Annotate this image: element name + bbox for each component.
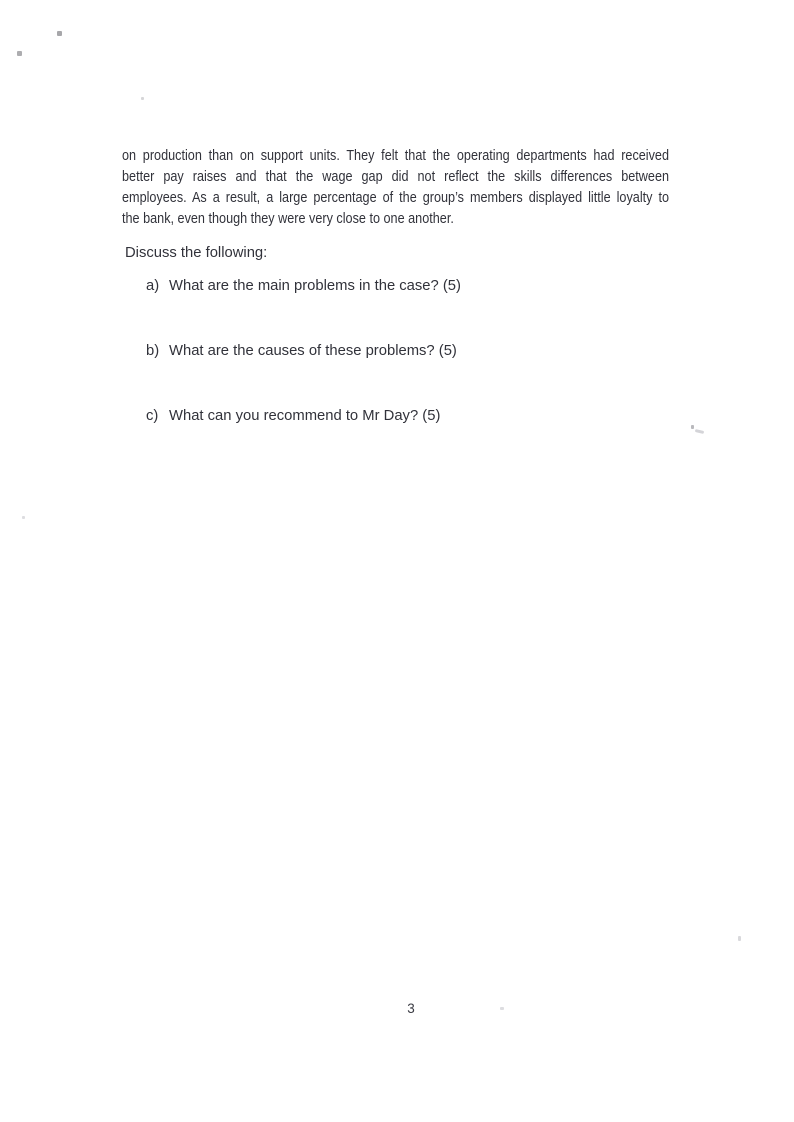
- question-text: What are the causes of these problems? (5): [169, 343, 457, 359]
- paragraph-line: on production than on support units. They felt that the operating departments had received: [122, 148, 670, 164]
- question-label: b): [146, 343, 160, 359]
- scan-speckle: [57, 31, 62, 36]
- paragraph-line: better pay raises and that the wage gap did not reflect the skills differences between: [122, 168, 670, 185]
- question-label: a): [146, 278, 160, 294]
- scan-speckle: [141, 97, 144, 100]
- scan-speckle: [22, 516, 25, 519]
- page-number: 3: [407, 1001, 415, 1016]
- question-list: [146, 276, 461, 471]
- discussion-prompt: Discuss the following:: [125, 245, 268, 261]
- question-text: What are the main problems in the case? (5): [169, 278, 461, 294]
- scan-speckle: [738, 936, 741, 941]
- question-item-b: [146, 341, 461, 362]
- scan-speckle: [500, 1007, 504, 1010]
- body-paragraph: [122, 146, 669, 230]
- question-text: What can you recommend to Mr Day? (5): [169, 408, 441, 424]
- paragraph-line: employees. As a result, a large percentage of the group’s members displayed little loyalty to: [122, 189, 670, 206]
- question-label: c): [146, 408, 159, 424]
- scan-smudge: [691, 425, 707, 437]
- scan-speckle: [17, 51, 22, 56]
- question-item-c: [146, 406, 461, 427]
- paragraph-line: the bank, even though they were very close to one another.: [122, 210, 454, 227]
- question-item-a: [146, 276, 461, 297]
